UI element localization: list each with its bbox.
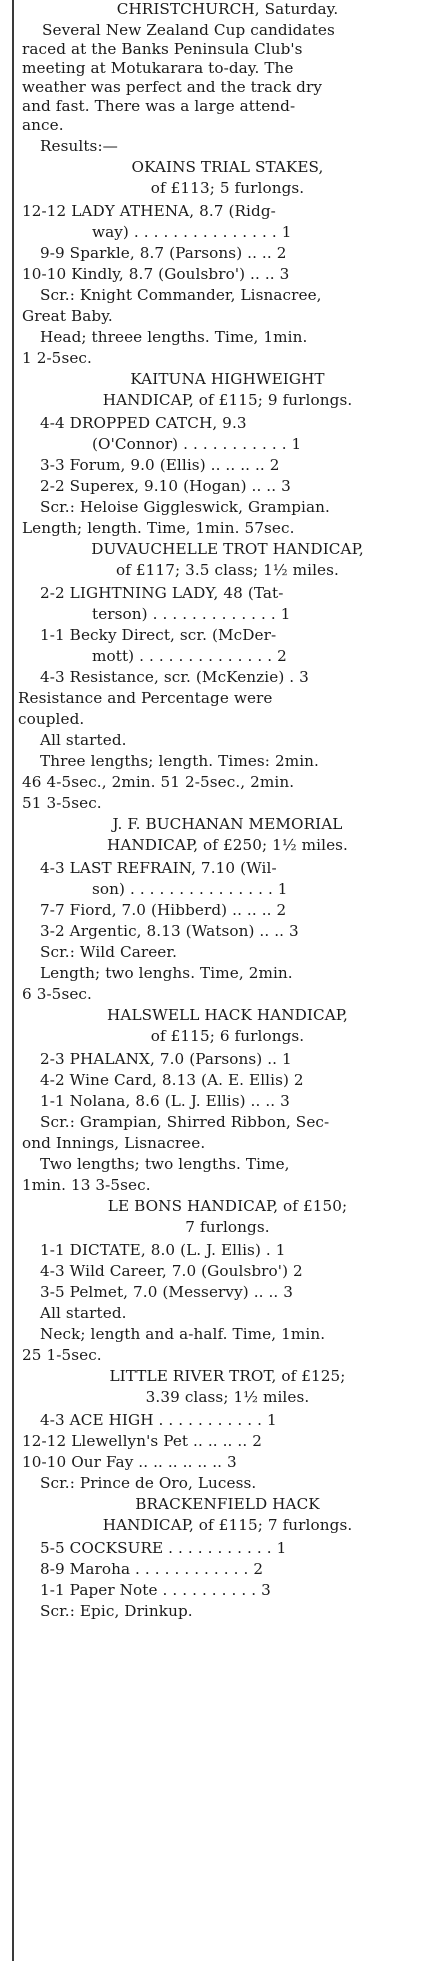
race-conditions: of £117; 3.5 class; 1½ miles. [116, 561, 339, 579]
race-title: LE BONS HANDICAP, of £150; [107, 1197, 348, 1215]
intro-line: weather was perfect and the track dry [22, 78, 322, 96]
race-result-line: Resistance and Percentage were [18, 689, 273, 707]
race-result-line: 1 2-5sec. [22, 349, 92, 367]
column-rule [12, 0, 14, 1961]
race-result-line: 46 4-5sec., 2min. 51 2-5sec., 2min. [22, 773, 295, 791]
race-result-line: 1-1 Nolana, 8.6 (L. J. Ellis) .. .. 3 [40, 1092, 290, 1110]
race-result-line: Length; length. Time, 1min. 57sec. [22, 519, 295, 537]
race-result-line: 1-1 Becky Direct, scr. (McDer- [40, 626, 277, 644]
race-conditions: of £113; 5 furlongs. [150, 179, 305, 197]
race-result-line: 1min. 13 3-5sec. [22, 1176, 151, 1194]
intro-line: and fast. There was a large attend- [22, 97, 296, 115]
race-result-line: terson) . . . . . . . . . . . . . 1 [92, 605, 291, 623]
race-result-line: Scr.: Grampian, Shirred Ribbon, Sec- [40, 1113, 330, 1131]
race-result-line: 3-5 Pelmet, 7.0 (Messervy) .. .. 3 [40, 1283, 294, 1301]
race-result-line: way) . . . . . . . . . . . . . . . 1 [92, 223, 292, 241]
race-result-line: 2-2 LIGHTNING LADY, 48 (Tat- [40, 584, 284, 602]
race-result-line: 7-7 Fiord, 7.0 (Hibberd) .. .. .. 2 [40, 901, 287, 919]
race-result-line: 10-10 Our Fay .. .. .. .. .. .. 3 [22, 1453, 237, 1471]
race-result-line: 12-12 Llewellyn's Pet .. .. .. .. 2 [22, 1432, 262, 1450]
intro-line: raced at the Banks Peninsula Club's [22, 40, 303, 58]
race-result-line: 3-3 Forum, 9.0 (Ellis) .. .. .. .. 2 [40, 456, 280, 474]
race-result-line: 8-9 Maroha . . . . . . . . . . . . 2 [40, 1560, 264, 1578]
race-result-line: 9-9 Sparkle, 8.7 (Parsons) .. .. 2 [40, 244, 287, 262]
race-result-line: Scr.: Prince de Oro, Lucess. [40, 1474, 257, 1492]
race-conditions: 7 furlongs. [185, 1218, 270, 1236]
race-title: HALSWELL HACK HANDICAP, [107, 1006, 348, 1024]
race-result-line: Two lengths; two lengths. Time, [40, 1155, 290, 1173]
race-result-line: All started. [40, 731, 127, 749]
race-result-line: Head; threee lengths. Time, 1min. [40, 328, 308, 346]
race-title: OKAINS TRIAL STAKES, [131, 158, 324, 176]
race-conditions: 3.39 class; 1½ miles. [145, 1388, 310, 1406]
race-result-line: Scr.: Wild Career. [40, 943, 178, 961]
intro-line: Several New Zealand Cup candidates [42, 21, 335, 39]
race-result-line: All started. [40, 1304, 127, 1322]
race-conditions: HANDICAP, of £115; 7 furlongs. [102, 1516, 353, 1534]
race-result-line: Scr.: Heloise Giggleswick, Grampian. [40, 498, 330, 516]
results-label: Results:— [40, 137, 118, 155]
race-result-line: 25 1-5sec. [22, 1346, 102, 1364]
race-result-line: 4-4 DROPPED CATCH, 9.3 [40, 414, 247, 432]
race-result-line: Scr.: Knight Commander, Lisnacree, [40, 286, 322, 304]
race-title: DUVAUCHELLE TROT HANDICAP, [91, 540, 364, 558]
race-result-line: 10-10 Kindly, 8.7 (Goulsbro') .. .. 3 [22, 265, 290, 283]
intro-line: meeting at Motukarara to-day. The [22, 59, 294, 77]
race-result-line: (O'Connor) . . . . . . . . . . . 1 [92, 435, 302, 453]
race-title: J. F. BUCHANAN MEMORIAL [112, 815, 343, 833]
race-result-line: 51 3-5sec. [22, 794, 102, 812]
race-conditions: HANDICAP, of £115; 9 furlongs. [102, 391, 353, 409]
race-result-line: 12-12 LADY ATHENA, 8.7 (Ridg- [22, 202, 276, 220]
race-title: KAITUNA HIGHWEIGHT [130, 370, 325, 388]
race-result-line: 4-3 Wild Career, 7.0 (Goulsbro') 2 [40, 1262, 303, 1280]
race-result-line: 2-2 Superex, 9.10 (Hogan) .. .. 3 [40, 477, 291, 495]
race-result-line: coupled. [18, 710, 85, 728]
race-result-line: 1-1 DICTATE, 8.0 (L. J. Ellis) . 1 [40, 1241, 286, 1259]
race-conditions: of £115; 6 furlongs. [150, 1027, 305, 1045]
race-result-line: 1-1 Paper Note . . . . . . . . . . 3 [40, 1581, 271, 1599]
race-result-line: 4-2 Wine Card, 8.13 (A. E. Ellis) 2 [40, 1071, 304, 1089]
race-result-line: 5-5 COCKSURE . . . . . . . . . . . 1 [40, 1539, 287, 1557]
race-result-line: Length; two lenghs. Time, 2min. [40, 964, 293, 982]
intro-line: ance. [22, 116, 64, 134]
race-result-line: 2-3 PHALANX, 7.0 (Parsons) .. 1 [40, 1050, 292, 1068]
race-result-line: 4-3 LAST REFRAIN, 7.10 (Wil- [40, 859, 277, 877]
race-result-line: 4-3 Resistance, scr. (McKenzie) . 3 [40, 668, 309, 686]
race-result-line: 4-3 ACE HIGH . . . . . . . . . . . 1 [40, 1411, 277, 1429]
race-result-line: Scr.: Epic, Drinkup. [40, 1602, 193, 1620]
race-title: BRACKENFIELD HACK [135, 1495, 320, 1513]
race-result-line: son) . . . . . . . . . . . . . . . 1 [92, 880, 288, 898]
race-title: LITTLE RIVER TROT, of £125; [109, 1367, 346, 1385]
race-result-line: Neck; length and a-half. Time, 1min. [40, 1325, 326, 1343]
race-conditions: HANDICAP, of £250; 1½ miles. [107, 836, 348, 854]
race-result-line: ond Innings, Lisnacree. [22, 1134, 206, 1152]
race-result-line: 6 3-5sec. [22, 985, 92, 1003]
race-result-line: Great Baby. [22, 307, 113, 325]
dateline: CHRISTCHURCH, Saturday. [116, 0, 339, 18]
race-result-line: 3-2 Argentic, 8.13 (Watson) .. .. 3 [40, 922, 299, 940]
race-result-line: mott) . . . . . . . . . . . . . . 2 [92, 647, 287, 665]
race-result-line: Three lengths; length. Times: 2min. [40, 752, 319, 770]
